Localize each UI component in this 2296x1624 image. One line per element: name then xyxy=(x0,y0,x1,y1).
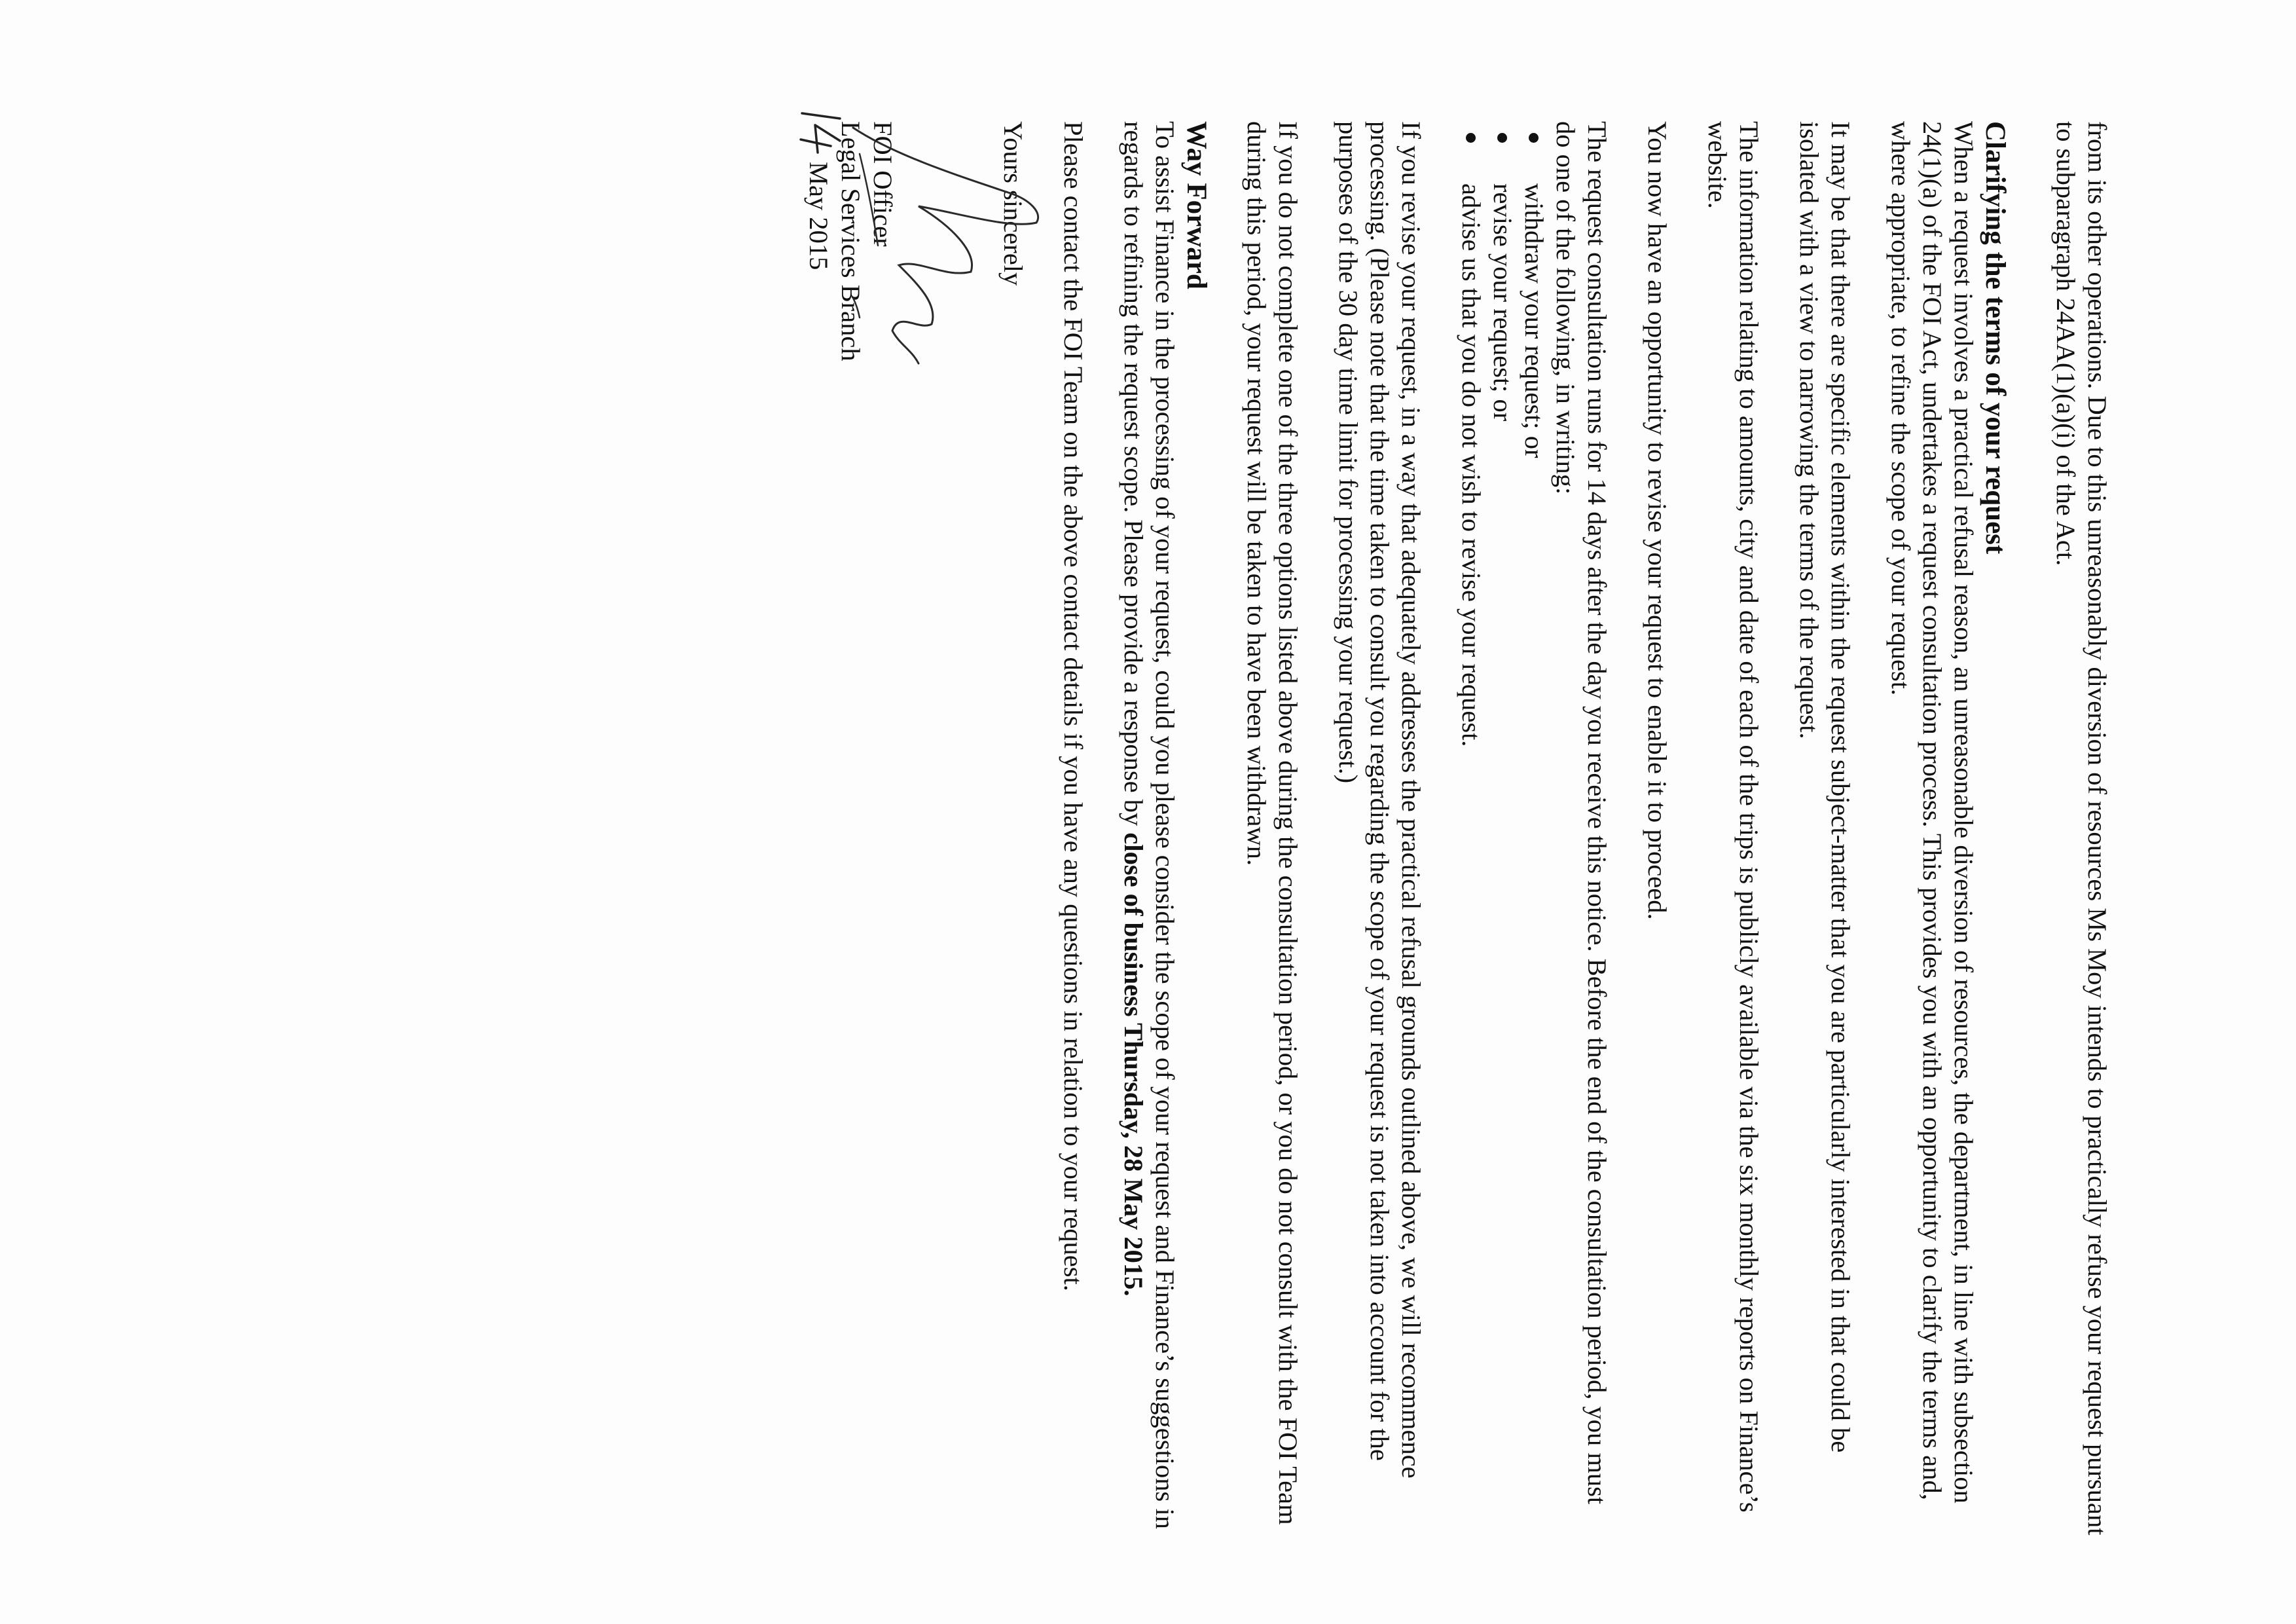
date-month-year: May 2015 xyxy=(804,162,833,270)
signatory-title: FOI Officer xyxy=(868,121,898,247)
way-forward-heading: Way Forward xyxy=(1181,121,1212,289)
handwritten-day xyxy=(798,109,844,162)
contact-paragraph: Please contact the FOI Team on the above contact details if you have any questions in relation to your request. xyxy=(1059,121,1088,1291)
letter-body xyxy=(803,121,2113,1536)
clarify-paragraph-3: The information relating to amounts, city and date of each of the trips is publicly available via the six monthly reports on Finance’s website. xyxy=(1703,121,1764,1513)
option-item-revise: revise your request; or xyxy=(1487,121,1518,1536)
signature-block xyxy=(803,121,899,1536)
letter-date xyxy=(803,121,835,1536)
way-forward-text: To assist Finance in the processing of your request, could you please consider the scope of your request and Finance’s suggestions in regards to refining the request scope. Please provide a response by xyxy=(1119,121,1180,1529)
clarify-paragraph-1: When a request involves a practical refusal reason, an unreasonable diversion of resources, the department, in line with subsection 24(1)(a) of the FOI Act, undertakes a request consultation process. This provides you with an opportunity to clarify the terms and, where appropriate, to refine the scope of your request. xyxy=(1886,121,1978,1504)
clarify-heading: Clarifying the terms of your request xyxy=(1980,121,2011,555)
clarify-paragraph-7: If you do not complete one of the three options listed above during the consultation period, or you do not consult with the FOI Team during this period, your request will be taken to have been withdrawn. xyxy=(1242,121,1303,1525)
handwritten-signature xyxy=(840,115,1049,377)
clarify-paragraph-2: It may be that there are specific elements within the request subject-matter that you are particularly interested in that could be isolated with a view to narrowing the terms of the request. xyxy=(1795,121,1855,1453)
deadline-period: . xyxy=(1119,1289,1148,1297)
opening-paragraph: from its other operations. Due to this unreasonably diversion of resources Ms Moy intends to practically refuse your request pursuant to subparagraph 24AA(1)(a)(i) of the Act. xyxy=(2051,121,2112,1536)
clarify-paragraph-4: You now have an opportunity to revise your request to enable it to proceed. xyxy=(1643,121,1672,920)
signatory-branch: Legal Services Branch xyxy=(836,121,866,361)
response-deadline: close of business Thursday, 28 May 2015 xyxy=(1119,832,1148,1290)
option-item-withdraw: withdraw your request; or xyxy=(1518,121,1550,1536)
clarify-paragraph-6: If you revise your request, in a way that adequately addresses the practical refusal grounds outlined above, we will recommence processing. (Please note that the time taken to consult you regarding the scope of your request is not taken into account for the purposes of the 30 day time limit for processing your request.) xyxy=(1334,121,1426,1479)
closing-salutation: Yours sincerely xyxy=(998,121,1028,286)
clarify-paragraph-5: The request consultation runs for 14 days after the day you receive this notice. Before the end of the consultation period, you must do one of the following, in writing: xyxy=(1551,121,1612,1505)
way-forward-paragraph xyxy=(1118,121,1180,1536)
options-list xyxy=(1455,121,1550,1536)
option-item-advise: advise us that you do not wish to revise your request. xyxy=(1455,121,1487,1536)
